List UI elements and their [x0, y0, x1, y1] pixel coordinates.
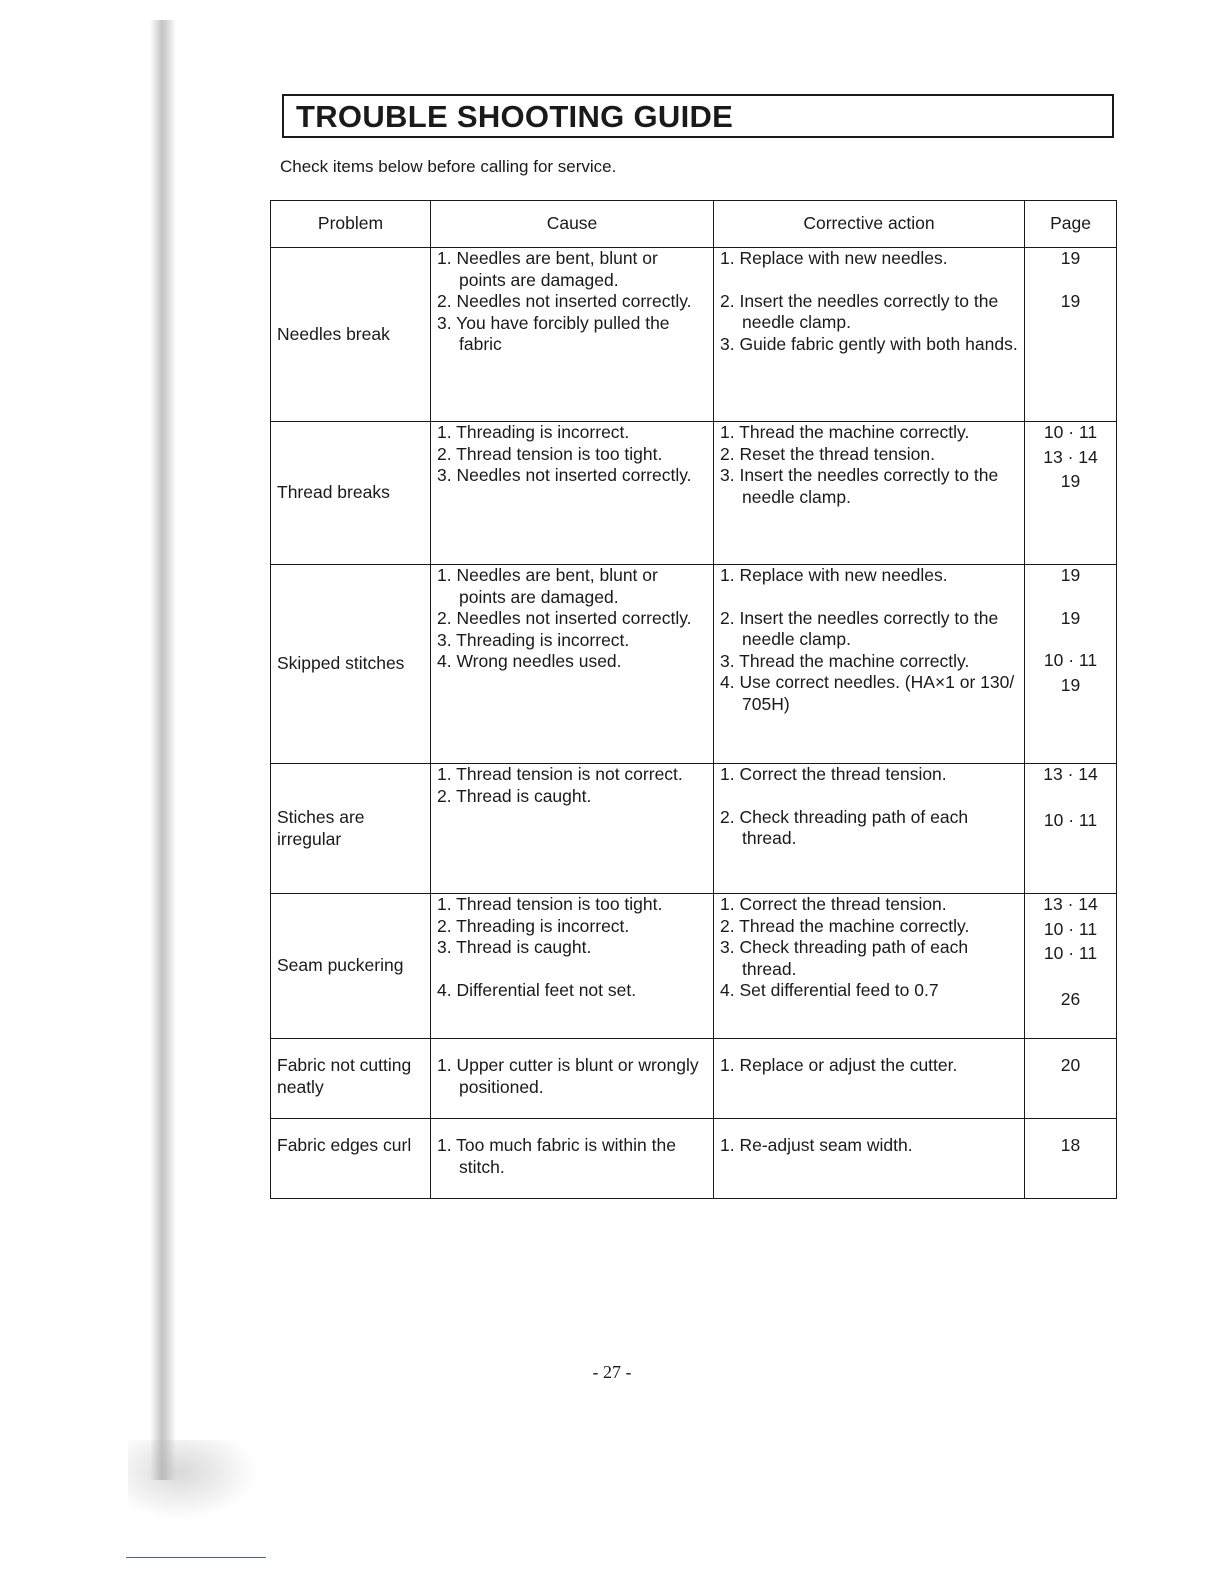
action-item: 4. Use correct needles. (HA×1 or 130/ 705H)	[720, 672, 1015, 714]
cause-item: 2. Needles not inserted correctly.	[437, 291, 692, 311]
page-cell	[1025, 565, 1117, 764]
page-subtitle: Check items below before calling for service.	[280, 157, 617, 176]
cause-item: 2. Needles not inserted correctly.	[437, 608, 692, 628]
page-title: TROUBLE SHOOTING GUIDE	[296, 99, 734, 134]
cause-cell	[431, 894, 714, 1039]
page-ref: 19	[1060, 565, 1081, 585]
problem-cell: Seam puckering	[271, 894, 431, 1039]
cause-item: 1. Needles are bent, blunt or points are damaged.	[437, 248, 658, 290]
page-ref: 19	[1060, 607, 1081, 628]
column-header-cause: Cause	[431, 201, 714, 248]
action-cell	[714, 248, 1025, 422]
action-item: 3. Guide fabric gently with both hands.	[720, 333, 1018, 354]
page-number: - 27 -	[592, 1362, 632, 1382]
cause-cell	[431, 422, 714, 565]
action-item: 1. Replace with new needles.	[720, 565, 948, 585]
action-item: 2. Thread the machine correctly.	[720, 915, 970, 936]
page-ref: 18	[1060, 1135, 1081, 1155]
page-ref: 10 · 11	[1043, 918, 1098, 939]
page-ref: 19	[1060, 674, 1081, 695]
page-ref: 19	[1060, 290, 1081, 311]
scan-smudge	[128, 1440, 258, 1520]
table-row	[271, 248, 1117, 422]
page-cell	[1025, 764, 1117, 894]
troubleshooting-table	[270, 200, 1117, 1199]
action-item: 1. Re-adjust seam width.	[720, 1135, 913, 1155]
action-item: 3. Insert the needles correctly to the needle clamp.	[720, 465, 999, 507]
cause-item: 3. Needles not inserted correctly.	[437, 465, 692, 485]
page-ref: 13 · 14	[1043, 764, 1098, 784]
page-ref: 26	[1060, 988, 1081, 1009]
cause-item: 1. Thread tension is too tight.	[437, 894, 663, 914]
table-row	[271, 565, 1117, 764]
cause-item: 2. Threading is incorrect.	[437, 915, 630, 936]
footer-rule	[126, 1557, 266, 1558]
page-ref: 10 · 11	[1043, 809, 1098, 830]
column-header-problem: Problem	[271, 201, 431, 248]
page-ref: 10 · 11	[1043, 943, 1098, 963]
cause-item: 2. Thread is caught.	[437, 785, 592, 806]
action-item: 2. Reset the thread tension.	[720, 443, 935, 464]
cause-item: 1. Thread tension is not correct.	[437, 764, 683, 784]
cause-item: 1. Threading is incorrect.	[437, 422, 630, 442]
problem-cell: Fabric edges curl	[271, 1119, 431, 1199]
cause-item: 1. Upper cutter is blunt or wrongly positioned.	[437, 1055, 699, 1097]
cause-item: 3. Threading is incorrect.	[437, 629, 630, 650]
action-item: 4. Set differential feed to 0.7	[720, 980, 939, 1000]
page-cell	[1025, 894, 1117, 1039]
table-row	[271, 764, 1117, 894]
problem-cell: Thread breaks	[271, 422, 431, 565]
action-cell	[714, 764, 1025, 894]
cause-cell	[431, 248, 714, 422]
problem-cell: Skipped stitches	[271, 565, 431, 764]
cause-item: 4. Differential feet not set.	[437, 979, 637, 1000]
table-row	[271, 422, 1117, 565]
action-cell	[714, 422, 1025, 565]
column-header-page: Page	[1025, 201, 1117, 248]
action-item: 1. Correct the thread tension.	[720, 764, 947, 784]
page-cell	[1025, 1039, 1117, 1119]
page-ref: 19	[1060, 248, 1081, 268]
page-cell	[1025, 1119, 1117, 1199]
cause-item: 1. Too much fabric is within the stitch.	[437, 1135, 676, 1177]
table-row	[271, 894, 1117, 1039]
action-item: 2. Insert the needles correctly to the needle clamp.	[720, 607, 999, 649]
page-ref: 10 · 11	[1043, 650, 1098, 670]
title-box	[282, 94, 1114, 138]
cause-cell	[431, 1039, 714, 1119]
action-item: 1. Replace with new needles.	[720, 248, 948, 268]
action-item: 3. Thread the machine correctly.	[720, 650, 970, 671]
cause-item: 1. Needles are bent, blunt or points are damaged.	[437, 565, 658, 607]
action-item: 1. Thread the machine correctly.	[720, 422, 970, 442]
page-ref: 20	[1060, 1055, 1081, 1075]
cause-item: 4. Wrong needles used.	[437, 651, 622, 671]
action-item: 1. Correct the thread tension.	[720, 894, 947, 914]
action-item: 3. Check threading path of each thread.	[720, 937, 969, 979]
cause-item: 2. Thread tension is too tight.	[437, 443, 663, 464]
action-cell	[714, 1039, 1025, 1119]
page-ref: 10 · 11	[1043, 422, 1098, 442]
problem-cell: Stiches are irregular	[271, 764, 431, 894]
action-cell	[714, 1119, 1025, 1199]
page-cell	[1025, 422, 1117, 565]
table-header-row	[271, 201, 1117, 248]
action-cell	[714, 894, 1025, 1039]
table-row	[271, 1039, 1117, 1119]
column-header-corrective-action: Corrective action	[714, 201, 1025, 248]
table-row	[271, 1119, 1117, 1199]
cause-item: 3. You have forcibly pulled the fabric	[437, 312, 670, 354]
cause-cell	[431, 764, 714, 894]
action-item: 1. Replace or adjust the cutter.	[720, 1055, 958, 1075]
page-ref: 13 · 14	[1043, 894, 1098, 914]
page-cell	[1025, 248, 1117, 422]
action-item: 2. Insert the needles correctly to the needle clamp.	[720, 290, 999, 332]
page-ref: 13 · 14	[1043, 446, 1098, 467]
problem-cell: Fabric not cutting neatly	[271, 1039, 431, 1119]
action-item: 2. Check threading path of each thread.	[720, 806, 969, 848]
cause-cell	[431, 565, 714, 764]
cause-cell	[431, 1119, 714, 1199]
problem-cell: Needles break	[271, 248, 431, 422]
binding-shadow	[150, 20, 176, 1480]
action-cell	[714, 565, 1025, 764]
page-ref: 19	[1060, 471, 1081, 491]
cause-item: 3. Thread is caught.	[437, 937, 592, 957]
